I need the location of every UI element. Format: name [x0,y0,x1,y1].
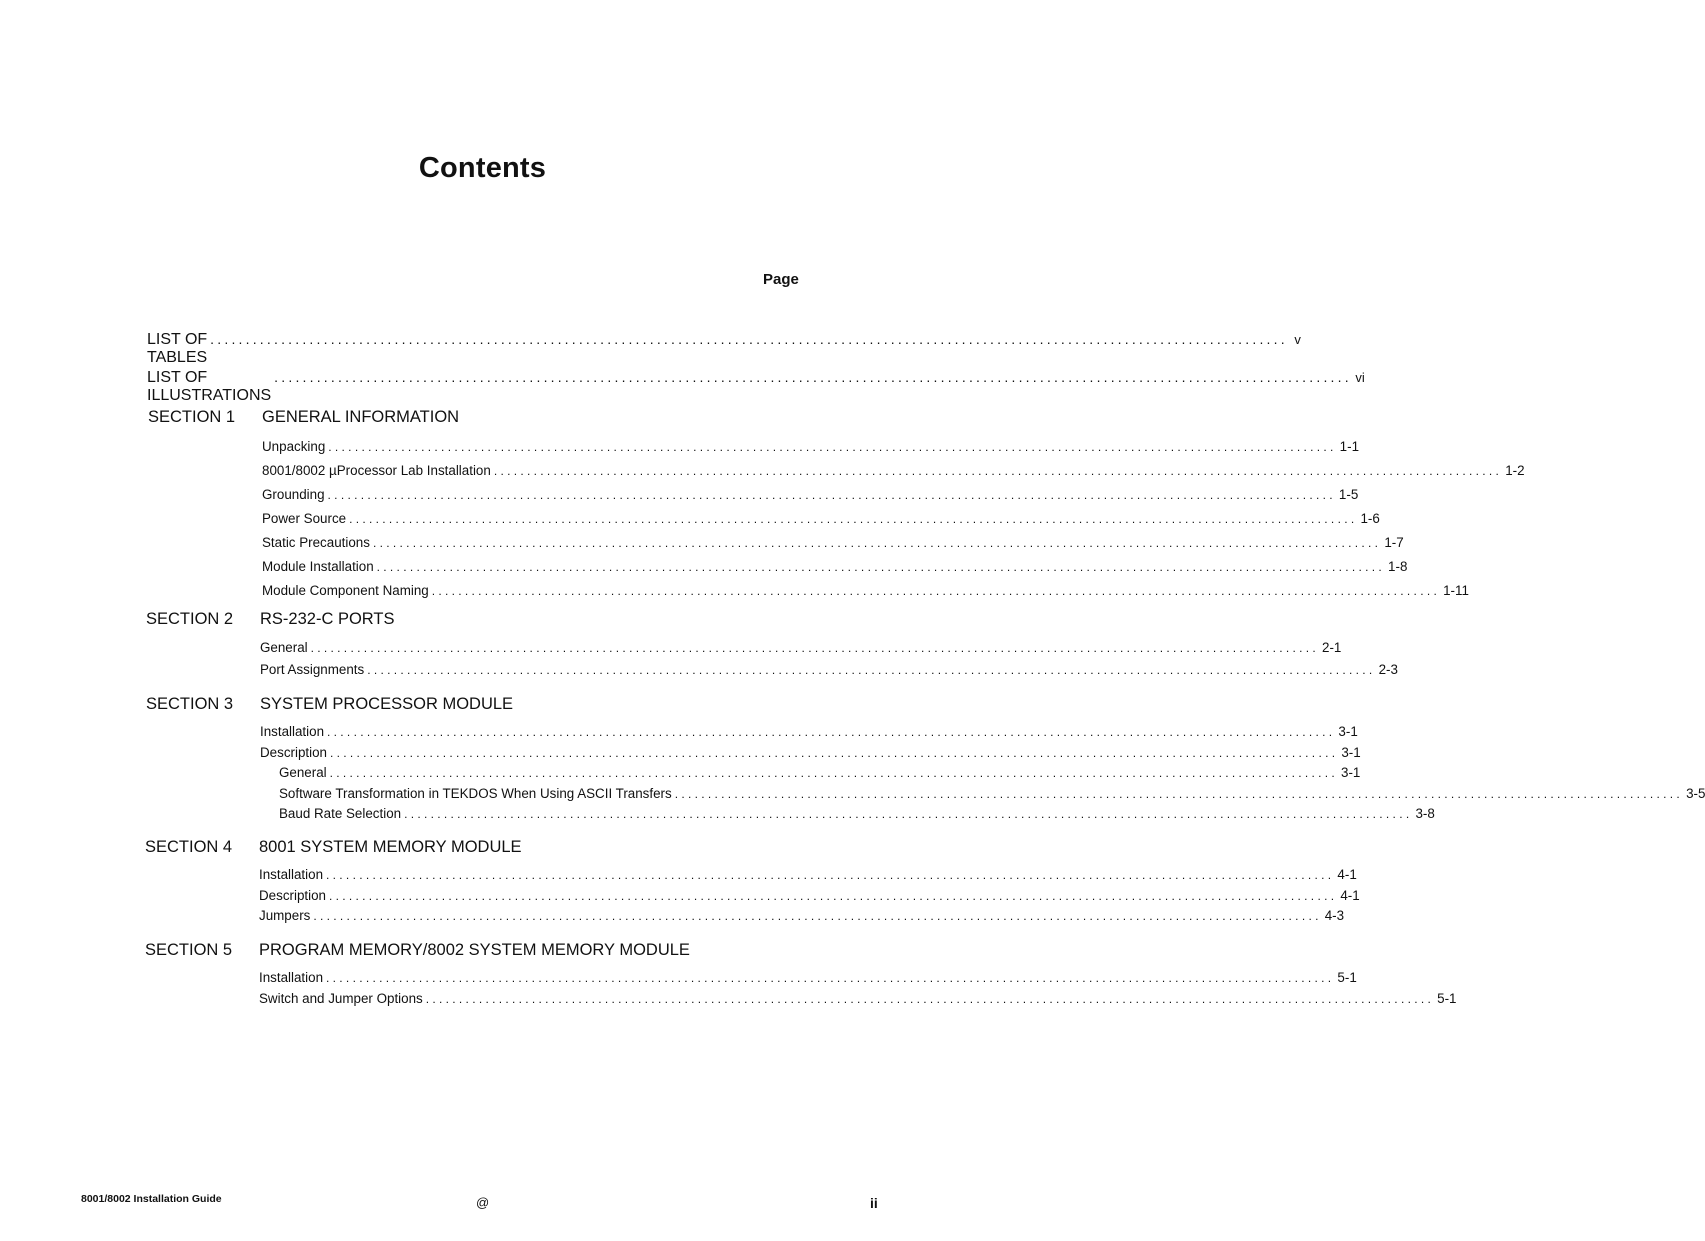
dot-leader: ........................................................................................................................................................ [326,971,1335,985]
dot-leader: ........................................................................................................................................................ [329,766,1339,780]
toc-entry[interactable] [260,659,1398,681]
toc-page-number: 5-1 [1437,990,1457,1006]
toc-entry[interactable] [260,637,1342,659]
section-title: PROGRAM MEMORY/8002 SYSTEM MEMORY MODULE [259,941,690,959]
dot-leader: ........................................................................................................................................................ [372,536,1382,550]
toc-page-number: 3-1 [1341,765,1361,780]
dot-leader: ........................................................................................................................................................ [404,807,1413,821]
toc-section-1 [148,408,1525,603]
toc-entry[interactable] [262,459,1525,483]
dot-leader: ........................................................................................................................................................ [310,641,1320,655]
toc-section-5 [145,941,1457,1009]
toc-entry[interactable] [260,743,1361,764]
toc-entry-label: LIST OF ILLUSTRATIONS [147,369,272,404]
toc-page-number: 4-1 [1337,867,1357,882]
toc-entry-label: Module Installation [262,559,374,574]
toc-section-3 [146,695,1705,825]
section-number: SECTION 2 [146,610,234,628]
toc-subentry[interactable] [260,804,1435,825]
toc-entry[interactable] [259,968,1357,989]
toc-page-number: 3-1 [1338,724,1358,739]
dot-leader: ........................................................................................................................................................ [210,331,1288,347]
toc-entry-label: Unpacking [262,439,326,454]
dot-leader: ........................................................................................................................................................ [425,991,1435,1006]
toc-section-4 [145,838,1360,927]
section-title: RS-232-C PORTS [260,610,395,628]
toc-entry-label: Installation [260,724,325,739]
toc-page-number: 4-1 [1340,887,1360,903]
dot-leader: ........................................................................................................................................................ [327,488,1336,502]
toc-entry-label: Baud Rate Selection [279,806,402,821]
dot-leader: ........................................................................................................................................................ [326,868,1335,882]
section-heading[interactable] [145,941,797,960]
toc-page-number: 3-5 [1686,785,1705,801]
footer-page-number: ii [870,1195,878,1211]
section-number: SECTION 4 [145,838,233,856]
dot-leader: ........................................................................................................................................................ [493,464,1503,478]
section-heading[interactable] [146,610,798,629]
dot-leader: ........................................................................................................................................................ [328,888,1338,903]
toc-entry-label: Port Assignments [260,662,365,677]
section-heading[interactable] [146,695,798,714]
toc-entry[interactable] [262,435,1360,459]
toc-entry-list-of-illustrations[interactable] [147,369,1365,405]
toc-page-number: 2-3 [1378,662,1398,677]
toc-page-number: 1-11 [1443,583,1469,598]
dot-leader: ........................................................................................................................................................ [329,745,1339,760]
toc-page-number: v [1294,332,1301,347]
section-number: SECTION 5 [145,941,233,959]
toc-page-number: 1-7 [1384,535,1404,550]
section-title: 8001 SYSTEM MEMORY MODULE [259,838,522,856]
toc-page-number: 4-3 [1324,908,1345,923]
dot-leader: ........................................................................................................................................................ [674,786,1684,801]
toc-entry-label: Software Transformation in TEKDOS When Using ASCII Transfers [279,785,672,801]
section-entries [259,968,1457,1009]
toc-entry-label: 8001/8002 µProcessor Lab Installation [262,463,491,478]
page-column-label: Page [763,271,799,288]
toc-subentry[interactable] [260,763,1361,784]
toc-page-number: 1-2 [1505,463,1525,478]
toc-page-number: 3-8 [1415,806,1435,821]
toc-entry[interactable] [259,989,1457,1010]
dot-leader: ........................................................................................................................................................ [313,909,1322,923]
dot-leader: ........................................................................................................................................................ [327,725,1336,739]
toc-entry-label: LIST OF TABLES [147,331,208,366]
toc-page-number: 1-8 [1388,559,1408,574]
toc-entry[interactable] [262,579,1469,603]
dot-leader: ........................................................................................................................................................ [376,560,1386,574]
toc-entry[interactable] [262,507,1380,531]
toc-entry-label: Static Precautions [262,535,370,550]
toc-page-number: 2-1 [1322,640,1342,655]
toc-entry[interactable] [260,722,1358,743]
toc-entry[interactable] [262,483,1359,507]
toc-entry[interactable] [259,865,1357,886]
footer-document-title: 8001/8002 Installation Guide [81,1193,222,1205]
section-entries [260,637,1398,681]
toc-entry[interactable] [262,555,1408,579]
toc-entry-label: Description [259,887,326,903]
toc-entry[interactable] [262,531,1404,555]
toc-page-number: 1-5 [1338,487,1359,502]
section-entries [260,722,1705,825]
toc-page-number: 5-1 [1337,970,1357,985]
dot-leader: ........................................................................................................................................................ [431,584,1441,598]
toc-subentry[interactable] [260,784,1705,805]
toc-section-2 [146,610,1398,681]
toc-page-number: vi [1355,370,1365,385]
toc-entry-label: Module Component Naming [262,583,429,598]
footer-mark: @ [476,1195,490,1210]
toc-entry-list-of-tables[interactable] [147,331,1301,367]
section-entries [262,435,1525,603]
toc-entry[interactable] [259,906,1345,927]
section-heading[interactable] [148,408,800,427]
section-number: SECTION 3 [146,695,234,713]
toc-page-number: 3-1 [1341,744,1361,760]
toc-entry-label: Grounding [262,487,325,502]
section-entries [259,865,1360,927]
dot-leader: ........................................................................................................................................................ [367,663,1376,677]
toc-entry[interactable] [259,886,1360,907]
section-heading[interactable] [145,838,797,857]
toc-entry-label: Installation [259,970,324,985]
toc-entry-label: Description [260,744,327,760]
toc-entry-label: Installation [259,867,324,882]
dot-leader: ........................................................................................................................................................ [328,440,1337,454]
section-number: SECTION 1 [148,408,236,426]
toc-entry-label: Power Source [262,511,347,526]
section-title: SYSTEM PROCESSOR MODULE [260,695,514,713]
toc-entry-label: Jumpers [259,908,311,923]
dot-leader: ........................................................................................................................................................ [349,512,1358,526]
toc-entry-label: General [260,640,308,655]
toc-entry-label: Switch and Jumper Options [259,990,423,1006]
toc-entry-label: General [279,765,327,780]
page-title: Contents [418,152,547,184]
toc-page-number: 1-1 [1339,439,1360,454]
toc-page-number: 1-6 [1360,511,1380,526]
section-title: GENERAL INFORMATION [262,408,460,426]
dot-leader: ........................................................................................................................................................ [274,369,1352,385]
